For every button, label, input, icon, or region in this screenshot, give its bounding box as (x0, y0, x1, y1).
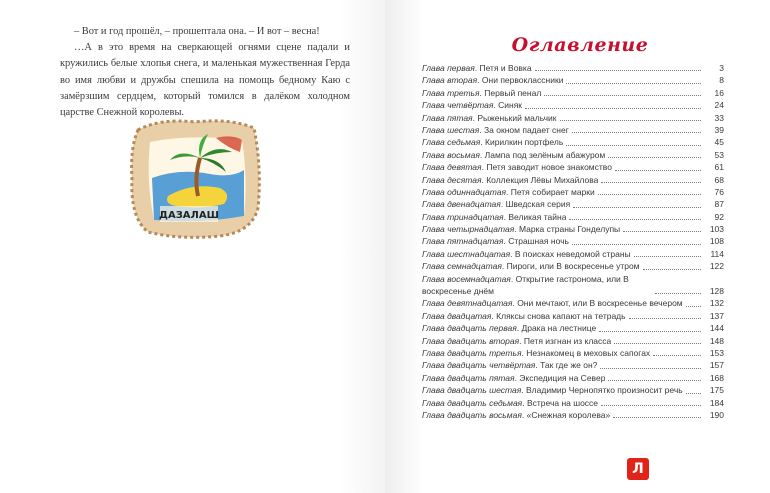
story-text (60, 24, 350, 121)
toc-page-number: 168 (709, 372, 724, 383)
toc-page-number: 61 (714, 162, 724, 173)
toc-item[interactable]: Глава четвёртая. Синяк 24 (422, 100, 724, 111)
toc-chapter-title: За окном падает снег (484, 124, 569, 135)
toc-item[interactable]: Глава двадцать первая. Драка на лестнице 144 (422, 323, 724, 334)
toc-leader-dots (598, 193, 701, 195)
postage-stamp-illustration (120, 108, 270, 248)
toc-page-number: 3 (719, 62, 724, 73)
toc-page-number: 87 (714, 199, 724, 210)
toc-item[interactable]: Глава двадцать вторая. Петя изгнан из класса 148 (422, 335, 724, 346)
toc-chapter: Глава двадцать первая (422, 323, 517, 334)
toc-page-number: 190 (709, 409, 724, 420)
toc-item[interactable]: Глава пятая. Рыженький мальчик 33 (422, 112, 724, 123)
toc-page-number: 137 (709, 310, 724, 321)
toc-page-number: 157 (709, 360, 724, 371)
toc-title: Оглавление (511, 34, 649, 56)
toc-item[interactable]: Глава девятнадцатая. Они мечтают, или В воскресенье вечером 132 (422, 298, 724, 309)
toc-leader-dots (566, 144, 701, 146)
story-paragraph: – Вот и год прошёл, – прошептала она. – И вот – весна! (74, 26, 320, 37)
toc-chapter-title: Кирилкин портфель (485, 137, 564, 148)
toc-leader-dots (573, 206, 701, 208)
toc-page-number: 24 (714, 100, 724, 111)
toc-item[interactable]: Глава третья. Первый пенал 16 (422, 87, 724, 98)
toc-chapter-title: Петя заводит новое знакомство (486, 162, 612, 173)
toc-item[interactable]: Глава семнадцатая. Пироги, или В воскресенье утром 122 (422, 261, 724, 272)
toc-leader-dots (599, 330, 701, 332)
toc-item[interactable]: Глава седьмая. Кирилкин портфель 45 (422, 137, 724, 148)
toc-item[interactable]: Глава двадцать шестая. Владимир Чернопятко произносит речь 175 (422, 385, 724, 396)
toc-page-number: 68 (714, 174, 724, 185)
toc-chapter: Глава одиннадцатая (422, 186, 506, 197)
toc-chapter: Глава двадцатая (422, 310, 492, 321)
toc-leader-dots (601, 181, 701, 183)
labirint-logo-icon: Л (627, 458, 649, 480)
toc-item[interactable]: Глава десятая. Коллекция Лёвы Михайлова 68 (422, 174, 724, 185)
toc-chapter: Глава двадцать вторая (422, 335, 520, 346)
toc-leader-dots (686, 392, 701, 394)
toc-chapter: Глава первая (422, 62, 475, 73)
toc-leader-dots (614, 342, 701, 344)
toc-page-number: 144 (709, 323, 724, 334)
toc-item[interactable]: Глава тринадцатая. Великая тайна 92 (422, 211, 724, 222)
toc-page-number: 108 (709, 236, 724, 247)
toc-chapter: Глава седьмая (422, 137, 481, 148)
toc-chapter-title: Встреча на шоссе (526, 397, 599, 408)
toc-chapter-title: Драка на лестнице (521, 323, 597, 334)
story-paragraph: …А в это время на сверкающей огнями сцене падали и кружились белые хлопья снега, и маленькая мужественная Герда во имя любви и дружбы спешила на помощь бедному Каю с замёрзшим сердцем, который томился в далёком холодном царстве Снежной королевы. (60, 42, 350, 119)
toc-chapter: Глава пятая (422, 112, 473, 123)
toc-item[interactable]: Глава восемнадцатая. Открытие гастронома, или В воскресенье днём 128 (422, 273, 724, 297)
table-of-contents (422, 62, 724, 421)
toc-chapter: Глава восьмая (422, 149, 480, 160)
toc-leader-dots (643, 268, 701, 270)
toc-leader-dots (686, 305, 701, 307)
toc-chapter-title: «Снежная королева» (526, 409, 611, 420)
toc-chapter-title: Открытие гастронома, или В воскресенье днём (422, 273, 629, 297)
toc-leader-dots (655, 292, 701, 294)
toc-chapter: Глава третья (422, 87, 480, 98)
toc-chapter-title: Рыженький мальчик (477, 112, 557, 123)
toc-chapter: Глава двадцать третья (422, 347, 522, 358)
toc-chapter-title: Экспедиция на Север (519, 372, 606, 383)
toc-chapter: Глава двадцать восьмая (422, 409, 522, 420)
toc-chapter-title: Великая тайна (508, 211, 567, 222)
toc-item[interactable]: Глава пятнадцатая. Страшная ночь 108 (422, 236, 724, 247)
toc-page-number: 122 (709, 261, 724, 272)
toc-chapter: Глава двадцать седьмая (422, 397, 523, 408)
toc-item[interactable]: Глава двадцать третья. Незнакомец в меховых сапогах 153 (422, 347, 724, 358)
toc-item[interactable]: Глава двадцатая. Кляксы снова капают на тетрадь 137 (422, 310, 724, 321)
toc-chapter: Глава вторая (422, 75, 478, 86)
toc-chapter-title: Коллекция Лёвы Михайлова (486, 174, 599, 185)
toc-chapter-title: Пироги, или В воскресенье утром (506, 261, 640, 272)
toc-leader-dots (535, 69, 701, 71)
toc-chapter: Глава четвёртая (422, 100, 494, 111)
toc-chapter-title: Лампа под зелёным абажуром (484, 149, 606, 160)
toc-page-number: 114 (710, 248, 724, 259)
toc-chapter: Глава шестнадцатая (422, 248, 511, 259)
toc-page-number: 132 (709, 298, 724, 309)
toc-page-number: 92 (714, 211, 724, 222)
toc-page-number: 8 (719, 75, 724, 86)
toc-item[interactable]: Глава первая. Петя и Вовка 3 (422, 62, 724, 73)
toc-chapter: Глава двенадцатая (422, 199, 501, 210)
toc-page-number: 148 (709, 335, 724, 346)
toc-chapter-title: Петя изгнан из класса (523, 335, 612, 346)
toc-page-number: 128 (709, 286, 724, 297)
toc-chapter: Глава девятая (422, 162, 482, 173)
toc-leader-dots (572, 243, 701, 245)
toc-item[interactable]: Глава двадцать седьмая. Встреча на шоссе 184 (422, 397, 724, 408)
toc-item[interactable]: Глава одиннадцатая. Петя собирает марки 76 (422, 186, 724, 197)
toc-chapter: Глава пятнадцатая (422, 236, 504, 247)
toc-chapter: Глава семнадцатая (422, 261, 502, 272)
toc-item[interactable]: Глава двадцать восьмая. «Снежная королева» 190 (422, 409, 724, 420)
toc-item[interactable]: Глава девятая. Петя заводит новое знакомство 61 (422, 162, 724, 173)
toc-item[interactable]: Глава вторая. Они первоклассники 8 (422, 75, 724, 86)
toc-page-number: 39 (714, 124, 724, 135)
toc-leader-dots (608, 156, 701, 158)
toc-chapter: Глава двадцать четвёртая (422, 360, 536, 371)
toc-item[interactable]: Глава восьмая. Лампа под зелёным абажуром 53 (422, 149, 724, 160)
toc-leader-dots (629, 317, 701, 319)
toc-page-number: 153 (709, 347, 724, 358)
toc-chapter-title: Они первоклассники (481, 75, 564, 86)
toc-chapter-title: Петя собирает марки (510, 186, 595, 197)
toc-chapter: Глава шестая (422, 124, 480, 135)
toc-chapter-title: Петя и Вовка (479, 62, 532, 73)
toc-chapter: Глава десятая (422, 174, 482, 185)
toc-chapter-title: Марка страны Гонделупы (518, 224, 621, 235)
stamp-text: ДАЗАЛАШ (159, 210, 219, 221)
toc-chapter: Глава тринадцатая (422, 211, 504, 222)
toc-chapter: Глава девятнадцатая (422, 298, 513, 309)
toc-item[interactable]: Глава шестая. За окном падает снег 39 (422, 124, 724, 135)
toc-page-number: 53 (714, 149, 724, 160)
toc-leader-dots (634, 255, 701, 257)
toc-item[interactable]: Глава двадцать четвёртая. Так где же он? 157 (422, 360, 724, 371)
toc-leader-dots (572, 131, 701, 133)
toc-chapter-title: Первый пенал (484, 87, 542, 98)
toc-leader-dots (615, 169, 701, 171)
toc-leader-dots (544, 94, 701, 96)
toc-chapter-title: Страшная ночь (508, 236, 569, 247)
toc-leader-dots (600, 367, 701, 369)
toc-chapter: Глава восемнадцатая (422, 273, 511, 284)
toc-leader-dots (566, 82, 701, 84)
toc-item[interactable]: Глава четырнадцатая. Марка страны Гонделупы 103 (422, 224, 724, 235)
toc-item[interactable]: Глава двенадцатая. Шведская серия 87 (422, 199, 724, 210)
toc-item[interactable]: Глава двадцать пятая. Экспедиция на Север 168 (422, 372, 724, 383)
toc-chapter-title: Так где же он? (540, 360, 598, 371)
toc-chapter-title: Шведская серия (505, 199, 571, 210)
toc-leader-dots (569, 218, 701, 220)
toc-page-number: 16 (714, 87, 724, 98)
toc-page-number: 184 (709, 397, 724, 408)
toc-page-number: 33 (714, 112, 724, 123)
toc-chapter-title: Владимир Чернопятко произносит речь (526, 385, 683, 396)
toc-leader-dots (525, 107, 701, 109)
toc-page-number: 103 (709, 224, 724, 235)
toc-leader-dots (613, 416, 701, 418)
toc-page-number: 175 (709, 385, 724, 396)
toc-leader-dots (608, 379, 701, 381)
toc-leader-dots (623, 230, 701, 232)
toc-chapter-title: В поисках неведомой страны (514, 248, 631, 259)
toc-page-number: 45 (714, 137, 724, 148)
toc-chapter-title: Кляксы снова капают на тетрадь (496, 310, 626, 321)
toc-chapter-title: Они мечтают, или В воскресенье вечером (517, 298, 683, 309)
toc-item[interactable]: Глава шестнадцатая. В поисках неведомой страны 114 (422, 248, 724, 259)
toc-leader-dots (560, 119, 701, 121)
toc-chapter: Глава двадцать пятая (422, 372, 515, 383)
toc-leader-dots (653, 354, 701, 356)
toc-chapter-title: Незнакомец в меховых сапогах (526, 347, 651, 358)
toc-chapter-title: Синяк (498, 100, 523, 111)
toc-page-number: 76 (714, 186, 724, 197)
toc-leader-dots (601, 404, 701, 406)
toc-chapter: Глава четырнадцатая (422, 224, 515, 235)
toc-chapter: Глава двадцать шестая (422, 385, 522, 396)
